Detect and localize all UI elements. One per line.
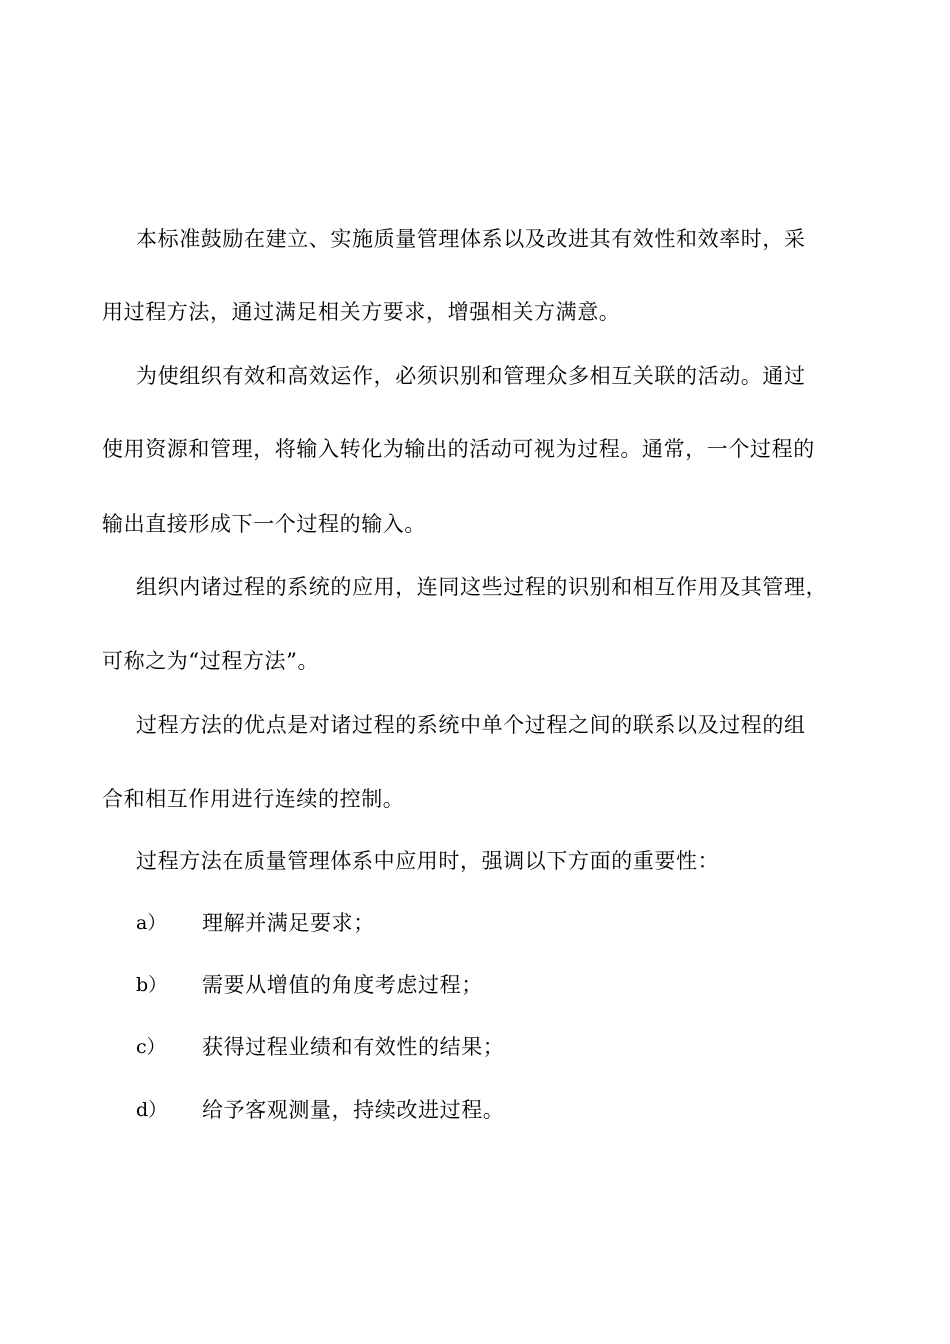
paragraph-1-line-1: 本标准鼓励在建立、实施质量管理体系以及改进其有效性和效率时，采: [136, 227, 806, 251]
paragraph-2-line-1: 为使组织有效和高效运作，必须识别和管理众多相互关联的活动。通过: [136, 364, 806, 388]
paragraph-4-line-1: 过程方法的优点是对诸过程的系统中单个过程之间的联系以及过程的组: [136, 713, 806, 737]
list-item-text: 给予客观测量，持续改进过程。: [202, 1098, 505, 1122]
list-item-marker: a）: [136, 912, 167, 934]
list-item-text: 获得过程业绩和有效性的结果；: [202, 1035, 505, 1059]
paragraph-5-line-1: 过程方法在质量管理体系中应用时，强调以下方面的重要性：: [136, 849, 720, 873]
paragraph-3-line-2: 可称之为“过程方法”。: [102, 649, 320, 673]
paragraph-3-line-1: 组织内诸过程的系统的应用，连同这些过程的识别和相互作用及其管理，: [136, 575, 828, 599]
paragraph-1-line-2: 用过程方法，通过满足相关方要求，增强相关方满意。: [102, 300, 621, 324]
list-item-marker: c）: [136, 1036, 166, 1058]
paragraph-2-line-2: 使用资源和管理，将输入转化为输出的活动可视为过程。通常，一个过程的: [102, 437, 815, 461]
list-item-text: 需要从增值的角度考虑过程；: [202, 973, 483, 997]
list-item-marker: d）: [136, 1099, 168, 1121]
paragraph-2-line-3: 输出直接形成下一个过程的输入。: [102, 512, 426, 536]
list-item-text: 理解并满足要求；: [202, 911, 375, 935]
list-item-marker: b）: [136, 974, 168, 996]
paragraph-4-line-2: 合和相互作用进行连续的控制。: [102, 787, 405, 811]
